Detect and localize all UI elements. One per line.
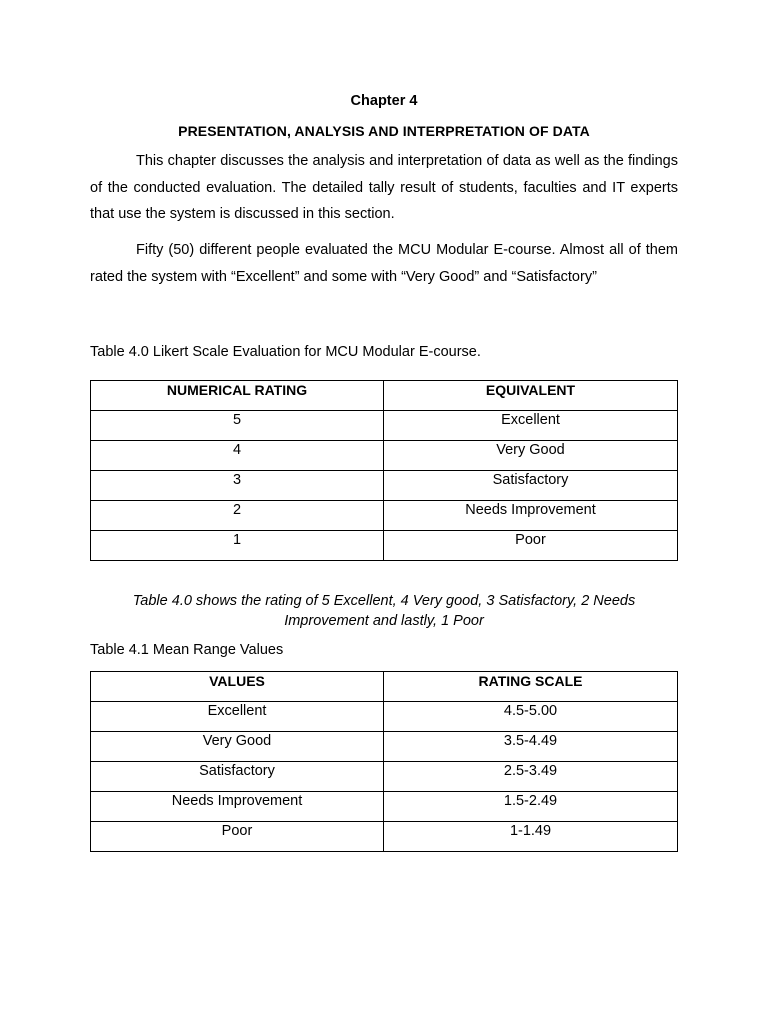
- evaluation-paragraph: [90, 237, 678, 290]
- table-cell: 3.5-4.49: [384, 732, 678, 762]
- table-cell: Satisfactory: [384, 471, 678, 501]
- table-cell: 1: [91, 531, 384, 561]
- chapter-heading: PRESENTATION, ANALYSIS AND INTERPRETATION OF DATA: [178, 123, 590, 139]
- table-row: [91, 501, 678, 531]
- table-row: [91, 702, 678, 732]
- table-header-row: [91, 381, 678, 411]
- mean-range-table: [90, 671, 678, 852]
- table-cell: Excellent: [91, 702, 384, 732]
- table-header-cell: VALUES: [91, 672, 384, 702]
- table-row: [91, 822, 678, 852]
- table2-caption: Table 4.1 Mean Range Values: [90, 642, 284, 658]
- table-cell: Needs Improvement: [384, 501, 678, 531]
- table-header-cell: NUMERICAL RATING: [91, 381, 384, 411]
- table1-caption: Table 4.0 Likert Scale Evaluation for MCU Modular E-course.: [90, 344, 481, 360]
- table-cell: 2: [91, 501, 384, 531]
- table-cell: 4: [91, 441, 384, 471]
- table-row: [91, 762, 678, 792]
- table-cell: Needs Improvement: [91, 792, 384, 822]
- evaluation-paragraph-text: Fifty (50) different people evaluated the MCU Modular E-course. Almost all of them rated the system with “Excellent” and some with “Very Good” and “Satisfactory”: [90, 242, 678, 285]
- table-cell: 1.5-2.49: [384, 792, 678, 822]
- likert-scale-table: [90, 380, 678, 561]
- intro-paragraph-text: This chapter discusses the analysis and interpretation of data as well as the findings of the conducted evaluation. The detailed tally result of students, faculties and IT experts that use the system is discussed in this section.: [90, 153, 678, 222]
- table-row: [91, 441, 678, 471]
- table-cell: Poor: [91, 822, 384, 852]
- intro-paragraph: [90, 148, 678, 228]
- table-row: [91, 732, 678, 762]
- table-row: [91, 792, 678, 822]
- table-cell: Excellent: [384, 411, 678, 441]
- table-cell: Satisfactory: [91, 762, 384, 792]
- table-header-cell: EQUIVALENT: [384, 381, 678, 411]
- table-header-cell: RATING SCALE: [384, 672, 678, 702]
- table-cell: Very Good: [384, 441, 678, 471]
- table-cell: 1-1.49: [384, 822, 678, 852]
- table-header-row: [91, 672, 678, 702]
- table-row: [91, 531, 678, 561]
- table1-note: Table 4.0 shows the rating of 5 Excellent, 4 Very good, 3 Satisfactory, 2 Needs Improvement and lastly, 1 Poor: [132, 593, 636, 629]
- table-cell: 5: [91, 411, 384, 441]
- table-cell: 2.5-3.49: [384, 762, 678, 792]
- table-cell: Poor: [384, 531, 678, 561]
- table-cell: 3: [91, 471, 384, 501]
- table-cell: 4.5-5.00: [384, 702, 678, 732]
- table-row: [91, 471, 678, 501]
- table-cell: Very Good: [91, 732, 384, 762]
- table-row: [91, 411, 678, 441]
- chapter-title: Chapter 4: [350, 93, 418, 109]
